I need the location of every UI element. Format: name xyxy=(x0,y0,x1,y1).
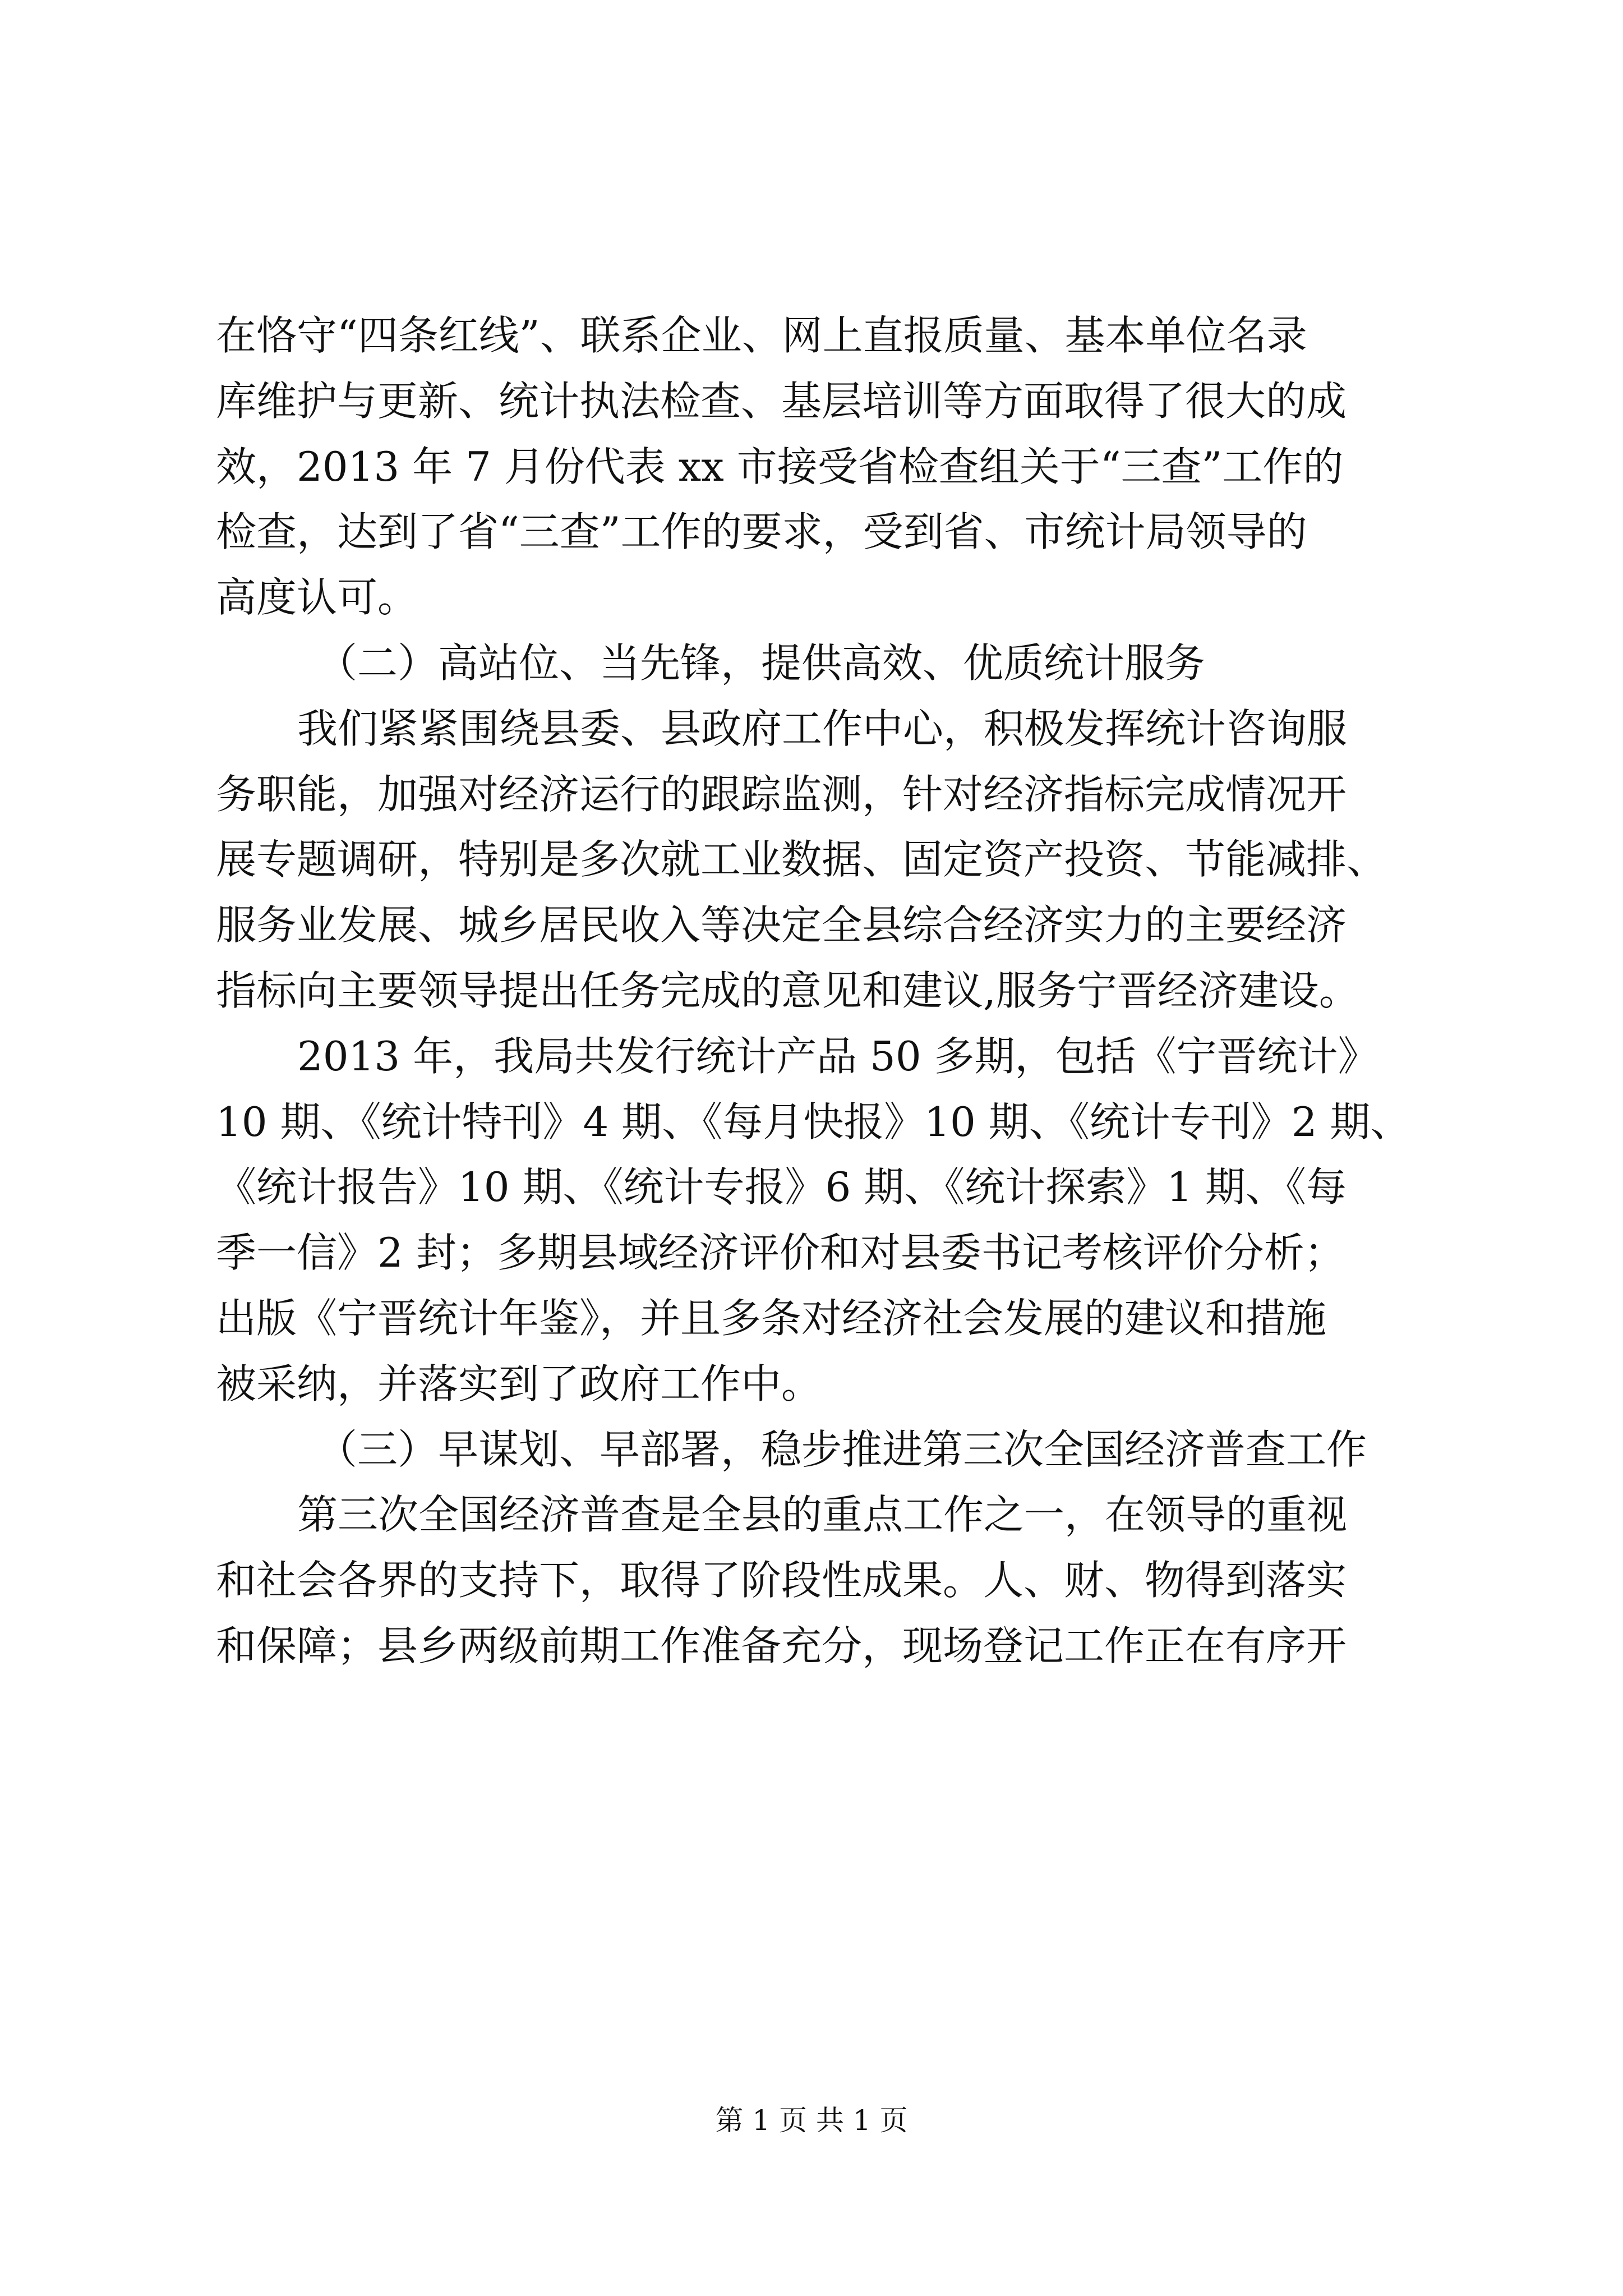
text-line: 和保障；县乡两级前期工作准备充分，现场登记工作正在有序开 xyxy=(216,1622,1347,1669)
text-line: 服务业发展、城乡居民收入等决定全县综合经济实力的主要经济 xyxy=(216,901,1347,949)
section-heading: （三）早谋划、早部署，稳步推进第三次全国经济普查工作 xyxy=(317,1425,1367,1473)
page-number-label: 第 1 页 共 1 页 xyxy=(715,2104,908,2137)
text-line: 《统计报告》10 期、《统计专报》6 期、《统计探索》1 期、《每 xyxy=(216,1163,1347,1211)
section-heading: （二）高站位、当先锋，提供高效、优质统计服务 xyxy=(317,639,1206,687)
text-line: 高度认可。 xyxy=(216,574,418,622)
text-line: 季一信》2 封；多期县域经济评价和对县委书记考核评价分析； xyxy=(216,1229,1345,1277)
text-line: 指标向主要领导提出任务完成的意见和建议,服务宁晋经济建设。 xyxy=(216,967,1359,1014)
text-line: 和社会各界的支持下，取得了阶段性成果。人、财、物得到落实 xyxy=(216,1557,1347,1604)
text-line: 出版《宁晋统计年鉴》，并且多条对经济社会发展的建议和措施 xyxy=(216,1294,1327,1342)
document-body xyxy=(216,303,1422,1679)
text-line: 检查，达到了省“三查”工作的要求，受到省、市统计局领导的 xyxy=(216,508,1307,556)
paragraph-first-line: 第三次全国经济普查是全县的重点工作之一，在领导的重视 xyxy=(297,1491,1348,1539)
text-line: 务职能，加强对经济运行的跟踪监测，针对经济指标完成情况开 xyxy=(216,770,1347,818)
text-line: 展专题调研，特别是多次就工业数据、固定资产投资、节能减排、 xyxy=(216,836,1387,884)
paragraph-first-line: 我们紧紧围绕县委、县政府工作中心，积极发挥统计咨询服 xyxy=(297,705,1348,752)
text-line: 10 期、《统计特刊》4 期、《每月快报》10 期、《统计专刊》2 期、 xyxy=(216,1098,1411,1145)
text-line: 库维护与更新、统计执法检查、基层培训等方面取得了很大的成 xyxy=(216,377,1347,425)
paragraph-first-line: 2013 年，我局共发行统计产品 50 多期，包括《宁晋统计》 xyxy=(297,1032,1378,1080)
text-line: 效，2013 年 7 月份代表 xx 市接受省检查组关于“三查”工作的 xyxy=(216,443,1344,490)
page-footer xyxy=(0,2101,1623,2140)
text-line: 在恪守“四条红线”、联系企业、网上直报质量、基本单位名录 xyxy=(216,312,1307,359)
text-line: 被采纳，并落实到了政府工作中。 xyxy=(216,1360,822,1407)
